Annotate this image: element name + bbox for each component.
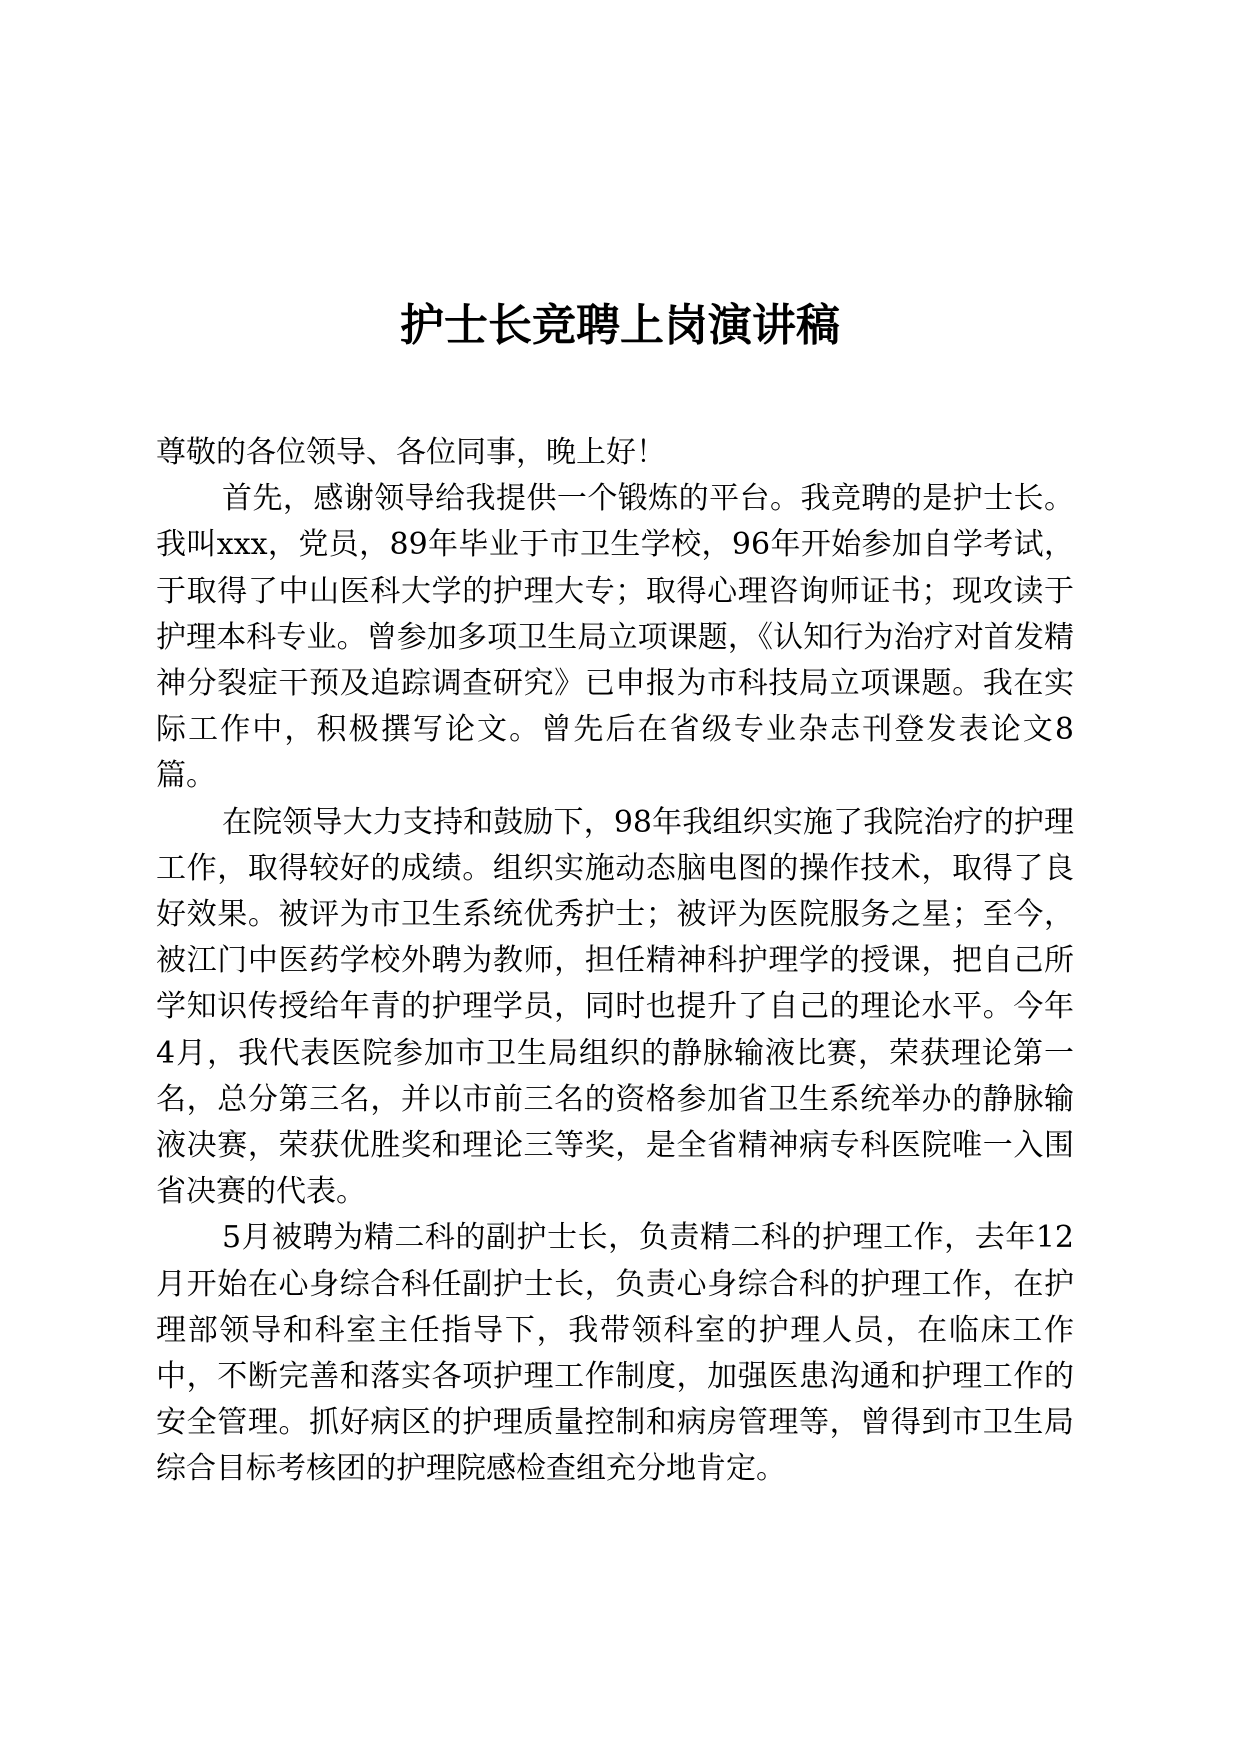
document-title: 护士长竞聘上岗演讲稿 (400, 300, 840, 351)
body-paragraph-2: 在院领导大力支持和鼓励下，98年我组织实施了我院治疗的护理工作，取得较好的成绩。组织实施动态脑电图的操作技术，取得了良好效果。被评为市卫生系统优秀护士；被评为医院服务之星；至今，被江门中医药学校外聘为教师，担任精神科护理学的授课，把自己所学知识传授给年青的护理学员，同时也提升了自己的理论水平。今年4月，我代表医院参加市卫生局组织的静脉输液比赛，荣获理论第一名，总分第三名，并以市前三名的资格参加省卫生系统举办的静脉输液决赛，荣获优胜奖和理论三等奖，是全省精神病专科医院唯一入围省决赛的代表。 (156, 804, 1074, 1210)
document-body (156, 430, 1074, 1493)
greeting-line: 尊敬的各位领导、各位同事，晚上好！ (156, 435, 666, 470)
body-paragraph-1: 首先，感谢领导给我提供一个锻炼的平台。我竞聘的是护士长。我叫xxx，党员，89年毕业于市卫生学校，96年开始参加自学考试，于取得了中山医科大学的护理大专；取得心理咨询师证书；现攻读于护理本科专业。曾参加多项卫生局立项课题，《认知行为治疗对首发精神分裂症干预及追踪调查研究》已申报为市科技局立项课题。我在实际工作中，积极撰写论文。曾先后在省级专业杂志刊登发表论文8篇。 (156, 481, 1074, 794)
body-paragraph-3: 5月被聘为精二科的副护士长，负责精二科的护理工作，去年12月开始在心身综合科任副护士长，负责心身综合科的护理工作，在护理部领导和科室主任指导下，我带领科室的护理人员，在临床工作中，不断完善和落实各项护理工作制度，加强医患沟通和护理工作的安全管理。抓好病区的护理质量控制和病房管理等，曾得到市卫生局综合目标考核团的护理院感检查组充分地肯定。 (156, 1220, 1074, 1487)
